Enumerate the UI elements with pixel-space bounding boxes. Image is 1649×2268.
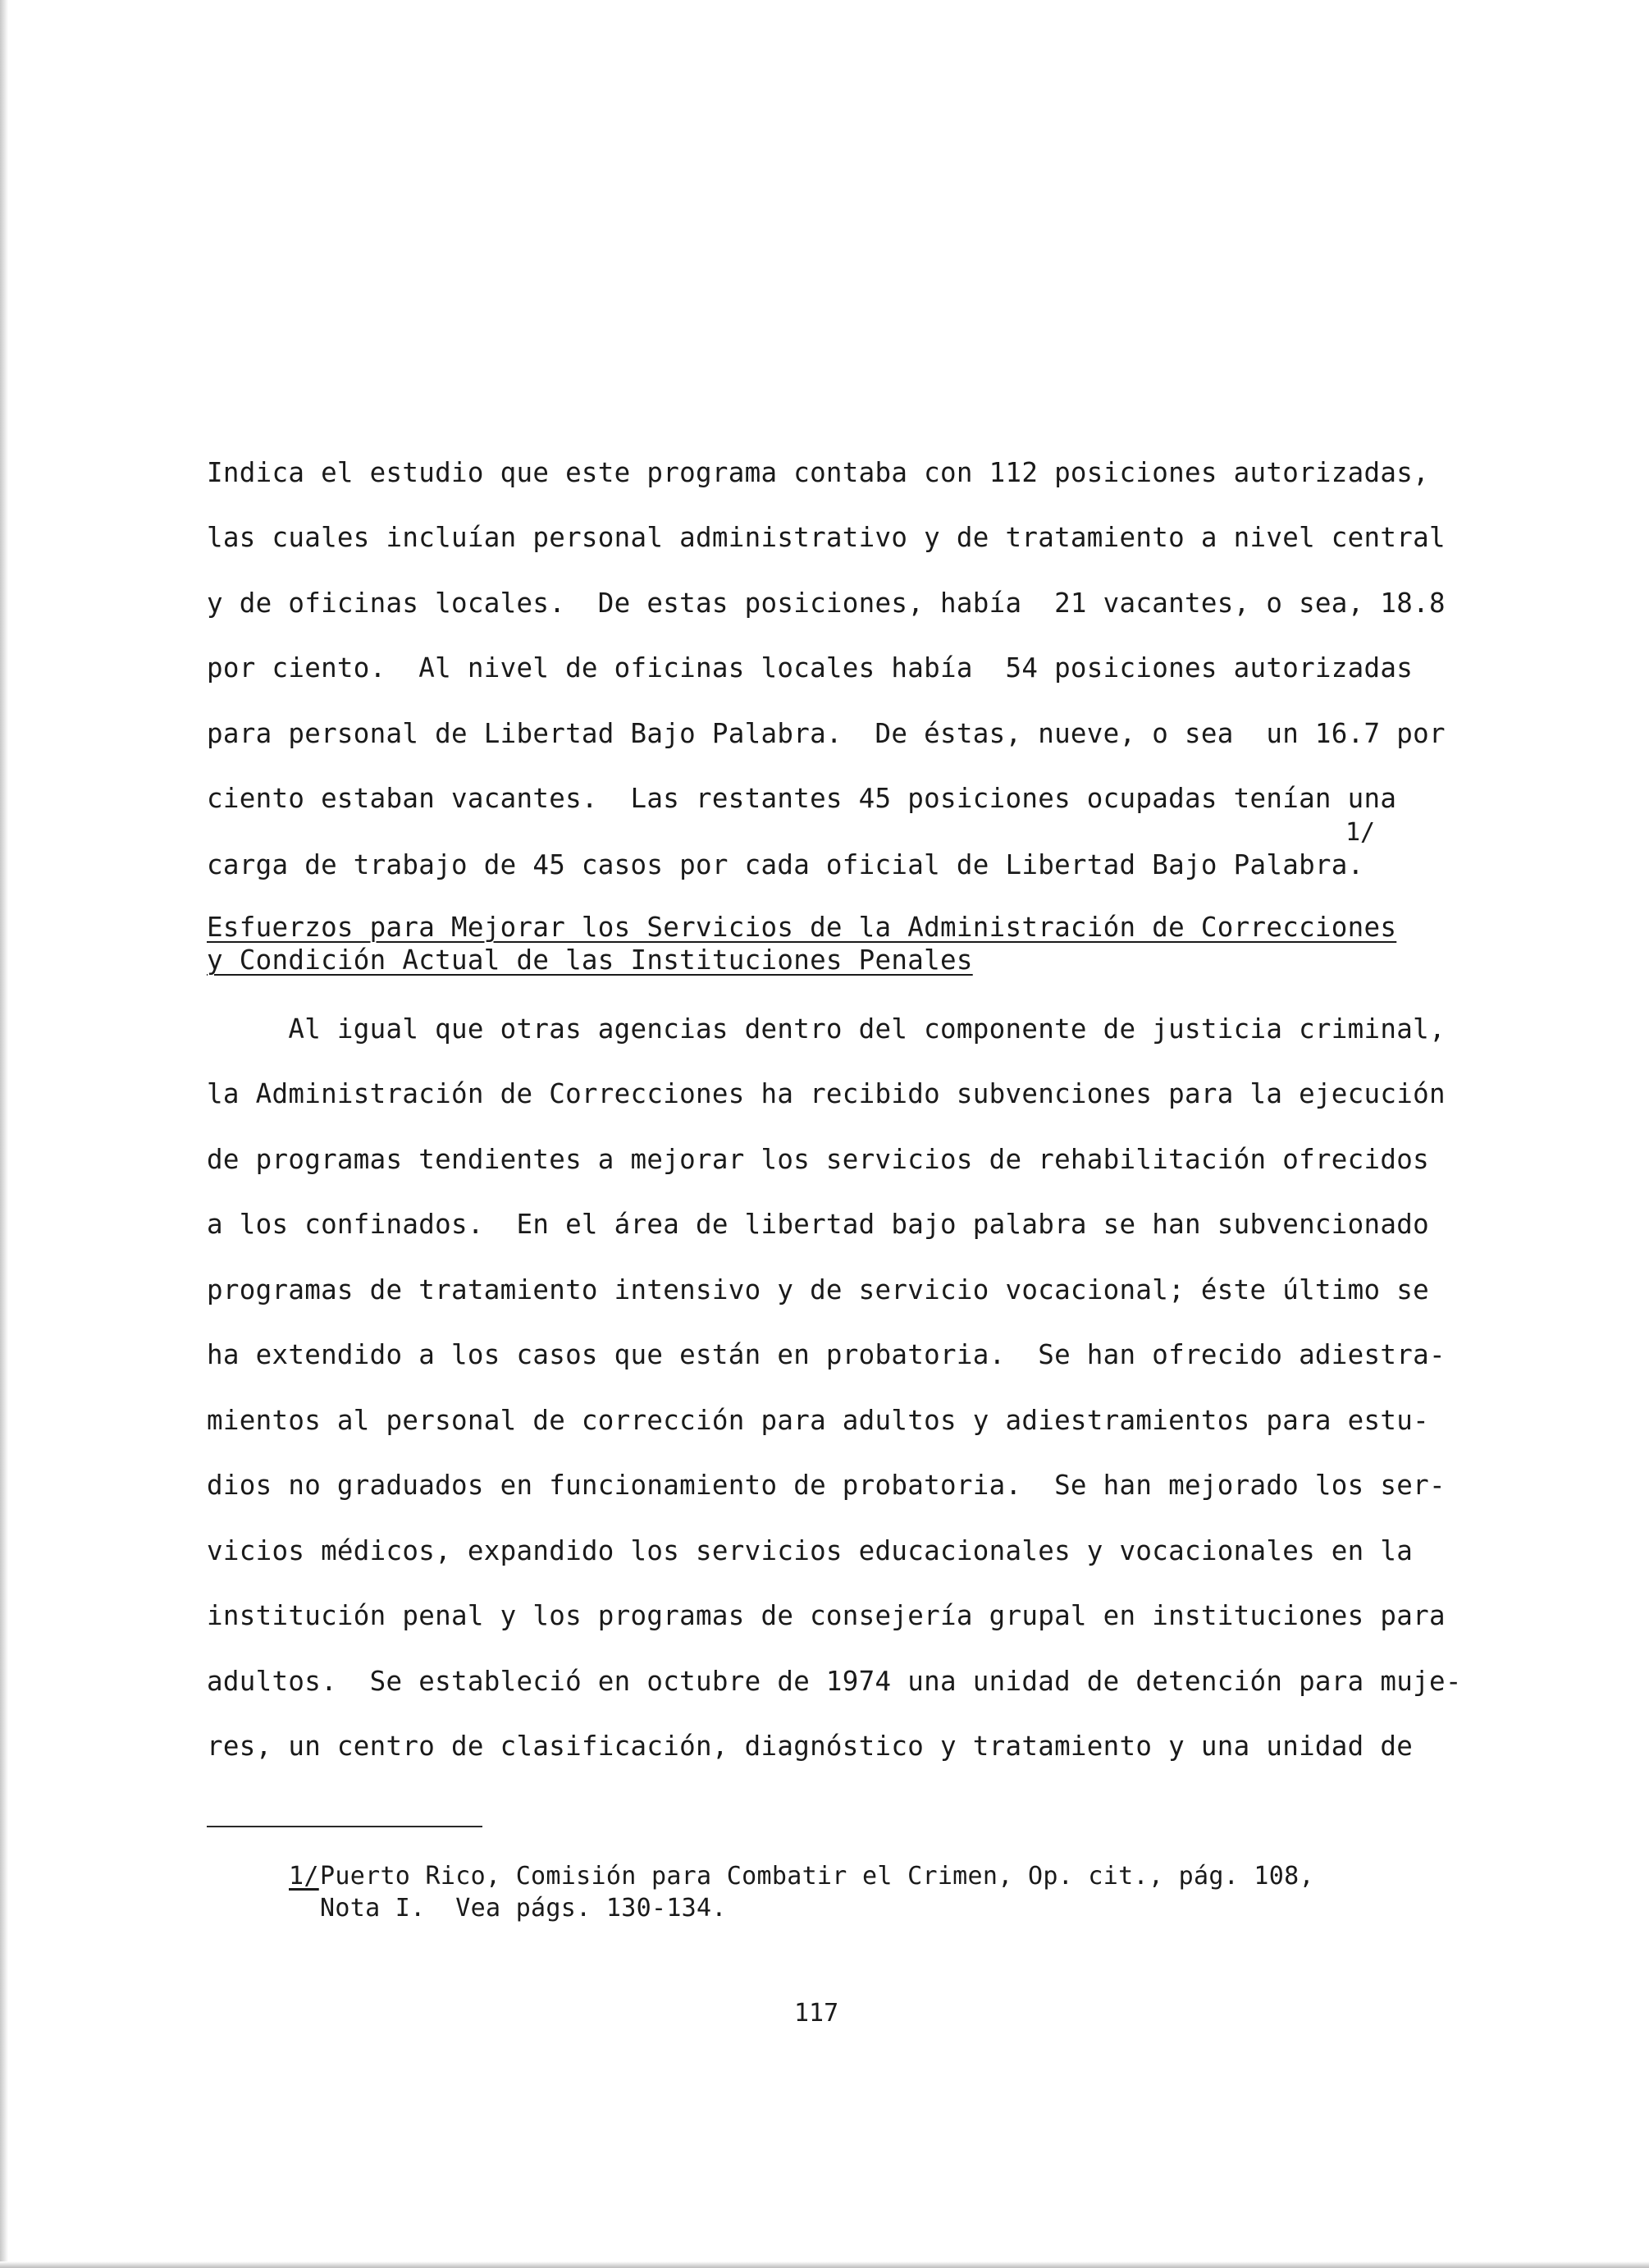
text-line: adultos. Se estableció en octubre de 1974 una unidad de detención para muje- bbox=[207, 1666, 1462, 1697]
text-line: y de oficinas locales. De estas posiciones, había 21 vacantes, o sea, 18.8 bbox=[207, 588, 1446, 619]
page-number: 117 bbox=[794, 1999, 839, 2028]
text-line: ha extendido a los casos que están en probatoria. Se han ofrecido adiestra- bbox=[207, 1339, 1446, 1370]
text-line: carga de trabajo de 45 casos por cada oficial de Libertad Bajo Palabra. bbox=[207, 849, 1364, 880]
text-line: ciento estaban vacantes. Las restantes 45 posiciones ocupadas tenían una bbox=[207, 783, 1397, 814]
page-edge-shadow bbox=[0, 0, 8, 2268]
text-line: Al igual que otras agencias dentro del componente de justicia criminal, bbox=[207, 1013, 1446, 1045]
footnote-line: Nota I. Vea págs. 130-134. bbox=[320, 1894, 727, 1923]
text-line: res, un centro de clasificación, diagnóstico y tratamiento y una unidad de bbox=[207, 1731, 1414, 1762]
footnote-separator bbox=[207, 1826, 482, 1827]
page-bottom-edge bbox=[0, 2261, 1649, 2268]
text-line: vicios médicos, expandido los servicios educacionales y vocacionales en la bbox=[207, 1535, 1414, 1566]
text-line: a los confinados. En el área de libertad bajo palabra se han subvencionado bbox=[207, 1209, 1429, 1240]
text-line: programas de tratamiento intensivo y de servicio vocacional; éste último se bbox=[207, 1274, 1429, 1305]
text-line: la Administración de Correcciones ha recibido subvenciones para la ejecución bbox=[207, 1078, 1446, 1109]
heading-line: Esfuerzos para Mejorar los Servicios de la Administración de Correcciones bbox=[207, 912, 1397, 943]
footnote-line: Puerto Rico, Comisión para Combatir el Crimen, Op. cit., pág. 108, bbox=[320, 1862, 1314, 1891]
footnote-marker: 1/ bbox=[289, 1862, 319, 1891]
text-line: para personal de Libertad Bajo Palabra. De éstas, nueve, o sea un 16.7 por bbox=[207, 718, 1446, 749]
text-line: Indica el estudio que este programa contaba con 112 posiciones autorizadas, bbox=[207, 457, 1429, 488]
text-line: institución penal y los programas de consejería grupal en instituciones para bbox=[207, 1600, 1446, 1631]
text-line: de programas tendientes a mejorar los servicios de rehabilitación ofrecidos bbox=[207, 1144, 1429, 1175]
heading-line: y Condición Actual de las Instituciones Penales bbox=[207, 944, 973, 976]
footnote-reference: 1/ bbox=[1345, 818, 1376, 847]
text-line: las cuales incluían personal administrativo y de tratamiento a nivel central bbox=[207, 522, 1446, 553]
text-line: por ciento. Al nivel de oficinas locales había 54 posiciones autorizadas bbox=[207, 652, 1414, 684]
text-line: dios no graduados en funcionamiento de probatoria. Se han mejorado los ser- bbox=[207, 1470, 1446, 1501]
text-line: mientos al personal de corrección para adultos y adiestramientos para estu- bbox=[207, 1405, 1429, 1436]
